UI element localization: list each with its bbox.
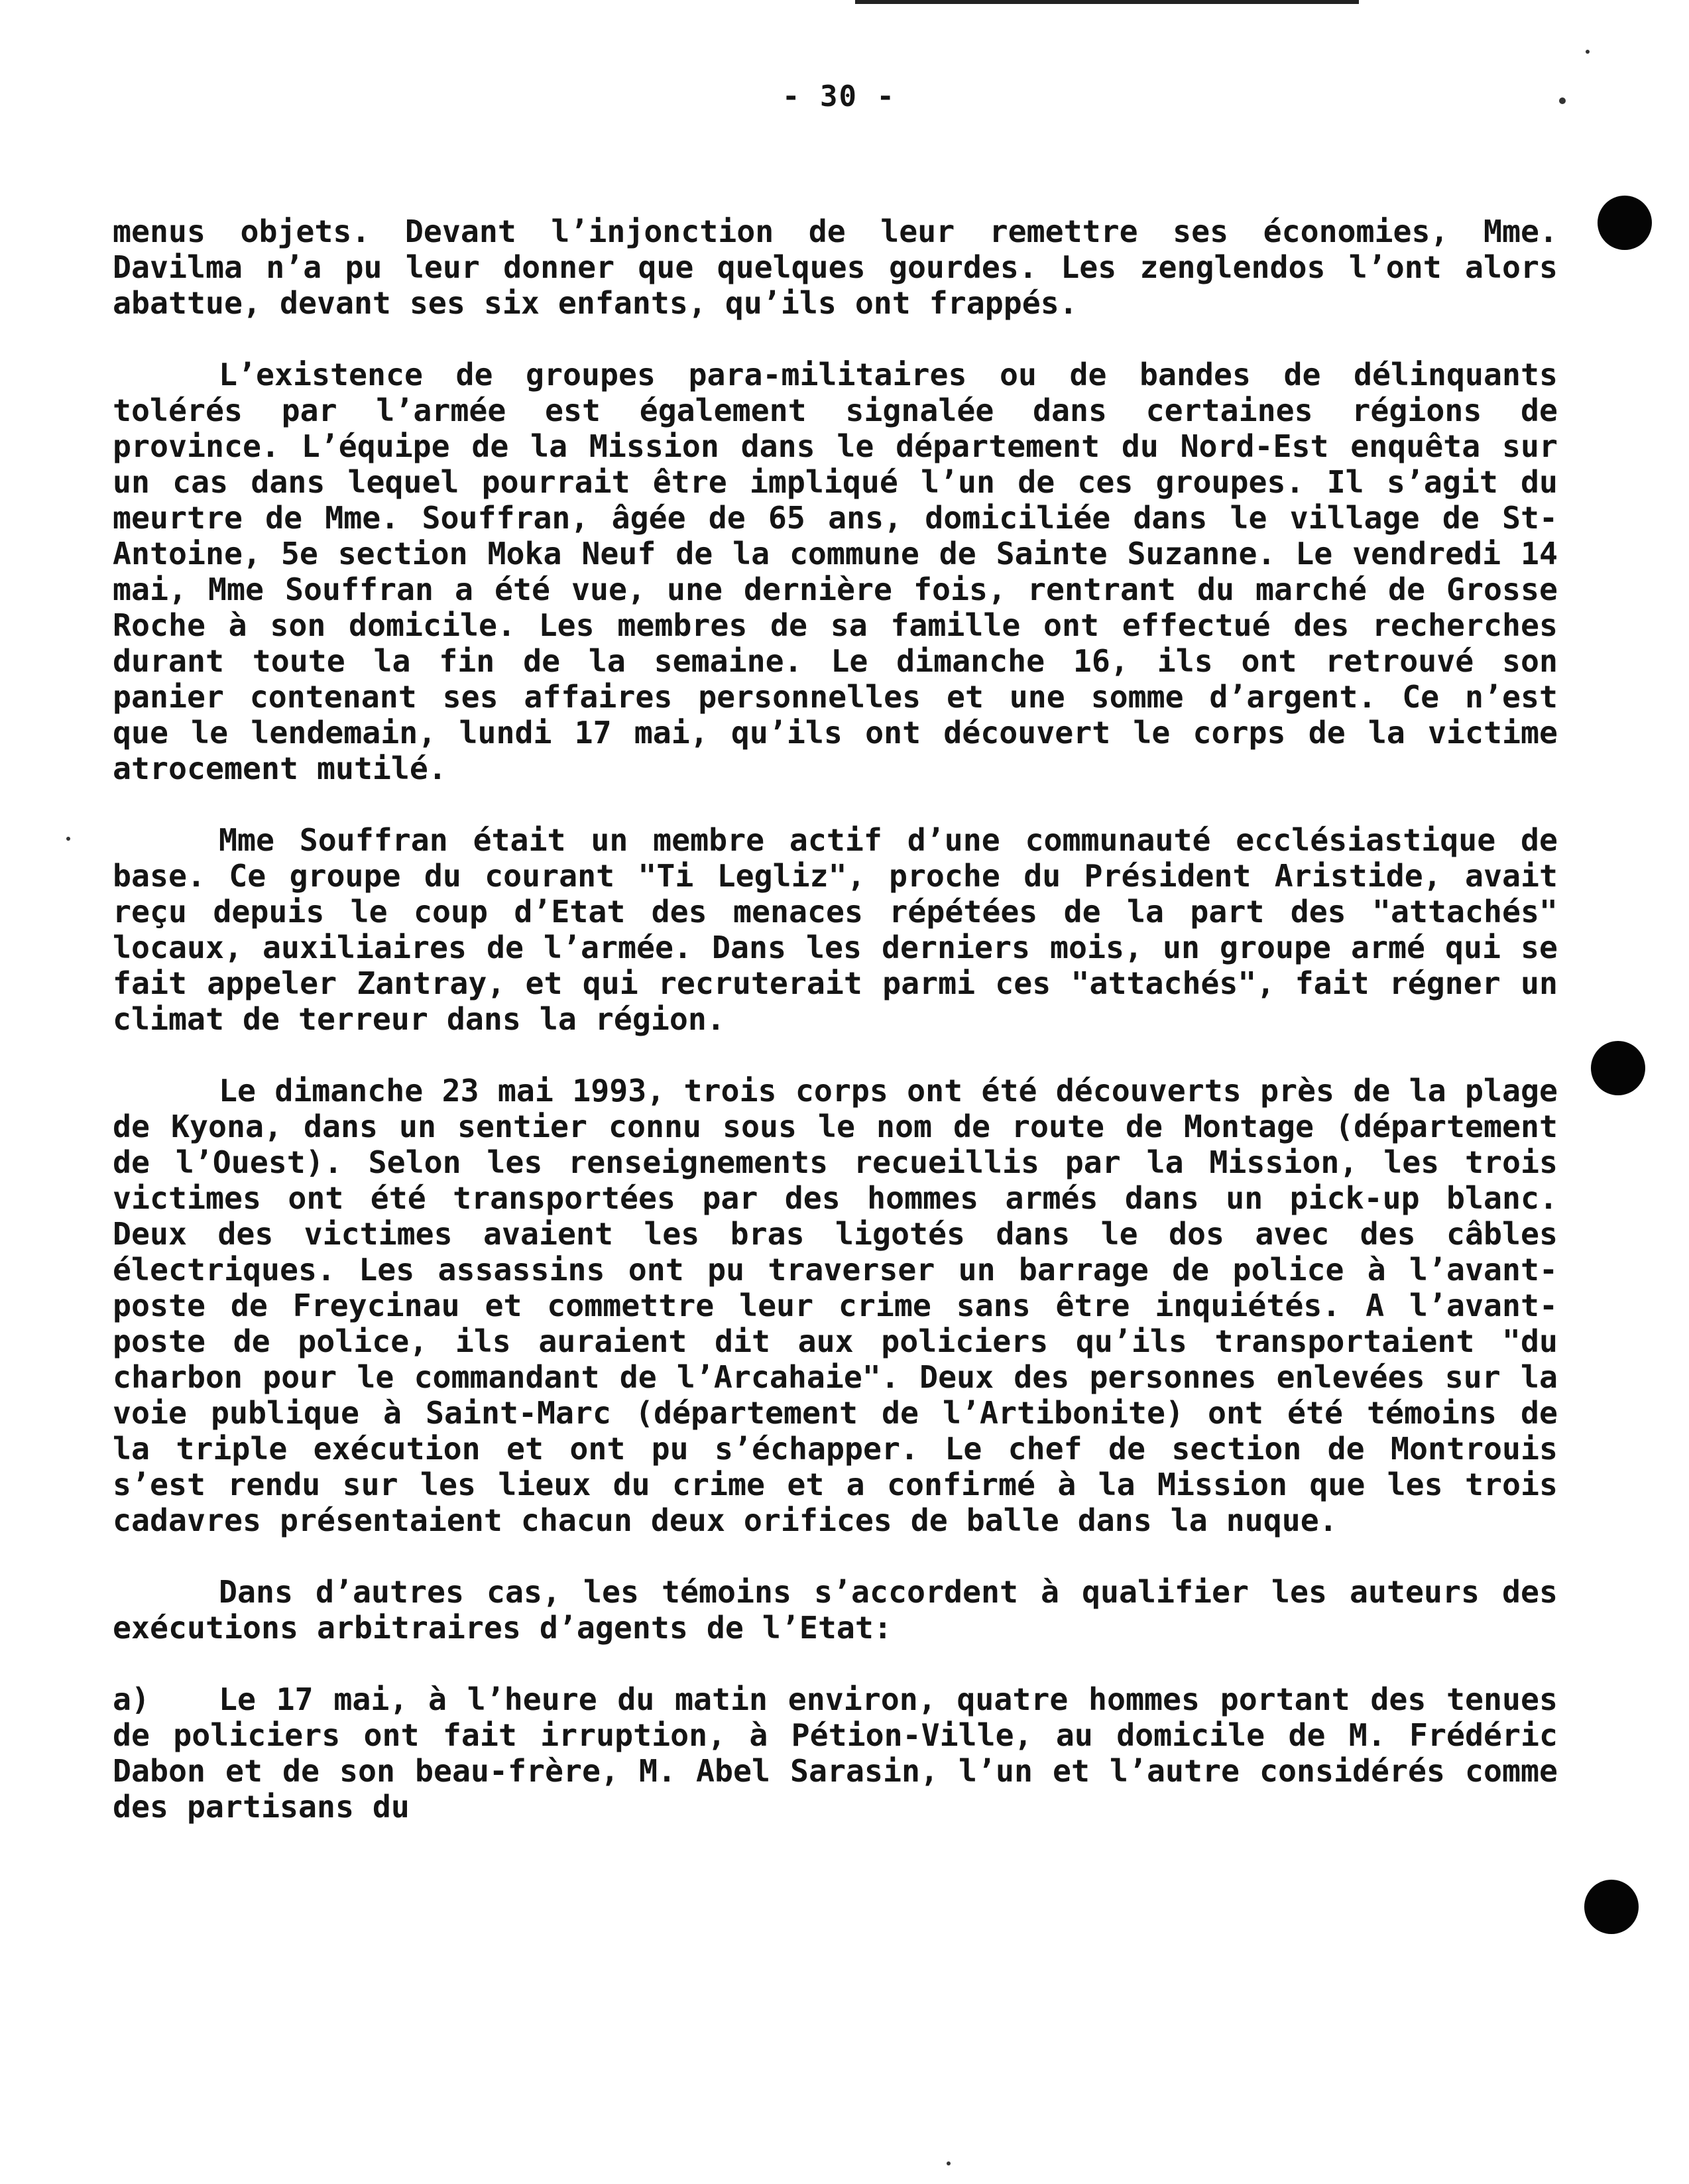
page-number: - 30 -: [782, 80, 896, 113]
paragraph-4: Le dimanche 23 mai 1993, trois corps ont été découverts près de la plage de Kyona, dans un sentier connu sous le nom de route de Montage (département de l’Ouest). Selon les renseignements recueillis par la Mission, les trois victimes ont été transportées par des hommes armés dans un pick-up blanc. Deux des victimes avaient les bras ligotés dans le dos avec des câbles électriques. Les assassins ont pu traverser un barrage de police à l’avant-poste de Freycinau et commettre leur crime sans être inquiétés. A l’avant-poste de police, ils auraient dit aux policiers qu’ils transportaient "du charbon pour le commandant de l’Arcahaie". Deux des personnes enlevées sur la voie publique à Saint-Marc (département de l’Artibonite) ont été témoins de la triple exécution et ont pu s’échapper. Le chef de section de Montrouis s’est rendu sur les lieux du crime et a confirmé à la Mission que les trois cadavres présentaient chacun deux orifices de balle dans la nuque.: [113, 1073, 1558, 1538]
paragraph-5: Dans d’autres cas, les témoins s’accordent à qualifier les auteurs des exécutions arbitraires d’agents de l’Etat:: [113, 1574, 1558, 1646]
paragraph-3: Mme Souffran était un membre actif d’une communauté ecclésiastique de base. Ce groupe du courant "Ti Legliz", proche du Président Aristide, avait reçu depuis le coup d’Etat des menaces répétées de la part des "attachés" locaux, auxiliaires de l’armée. Dans les derniers mois, un groupe armé qui se fait appeler Zantray, et qui recruterait parmi ces "attachés", fait régner un climat de terreur dans la région.: [113, 822, 1558, 1037]
top-scan-rule: [855, 0, 1359, 4]
punch-hole-top: [1598, 196, 1652, 250]
paragraph-2: L’existence de groupes para-militaires ou de bandes de délinquants tolérés par l’armée est également signalée dans certaines régions de province. L’équipe de la Mission dans le département du Nord-Est enquêta sur un cas dans lequel pourrait être impliqué l’un de ces groupes. Il s’agit du meurtre de Mme. Souffran, âgée de 65 ans, domiciliée dans le village de St-Antoine, 5e section Moka Neuf de la commune de Sainte Suzanne. Le vendredi 14 mai, Mme Souffran a été vue, une dernière fois, rentrant du marché de Grosse Roche à son domicile. Les membres de sa famille ont effectué des recherches durant toute la fin de la semaine. Le dimanche 16, ils ont retrouvé son panier contenant ses affaires personnelles et une somme d’argent. Ce n’est que le lendemain, lundi 17 mai, qu’ils ont découvert le corps de la victime atrocement mutilé.: [113, 357, 1558, 786]
paragraph-1: menus objets. Devant l’injonction de leur remettre ses économies, Mme. Davilma n’a pu leur donner que quelques gourdes. Les zenglendos l’ont alors abattue, devant ses six enfants, qu’ils ont frappés.: [113, 213, 1558, 321]
list-item-text: Le 17 mai, à l’heure du matin environ, quatre hommes portant des tenues de policiers ont fait irruption, à Pétion-Ville, au domicile de M. Frédéric Dabon et de son beau-frère, M. Abel Sarasin, l’un et l’autre considérés comme des partisans du: [113, 1681, 1558, 1825]
scan-speck: [1586, 50, 1590, 54]
list-item-a: [113, 1681, 1558, 1825]
list-marker: a): [113, 1681, 150, 1717]
scan-speck: [947, 2161, 951, 2165]
document-body: [113, 213, 1558, 1825]
scan-speck: [66, 837, 70, 841]
scan-speck: [1559, 97, 1566, 104]
punch-hole-middle: [1591, 1041, 1645, 1095]
punch-hole-bottom: [1584, 1880, 1639, 1934]
